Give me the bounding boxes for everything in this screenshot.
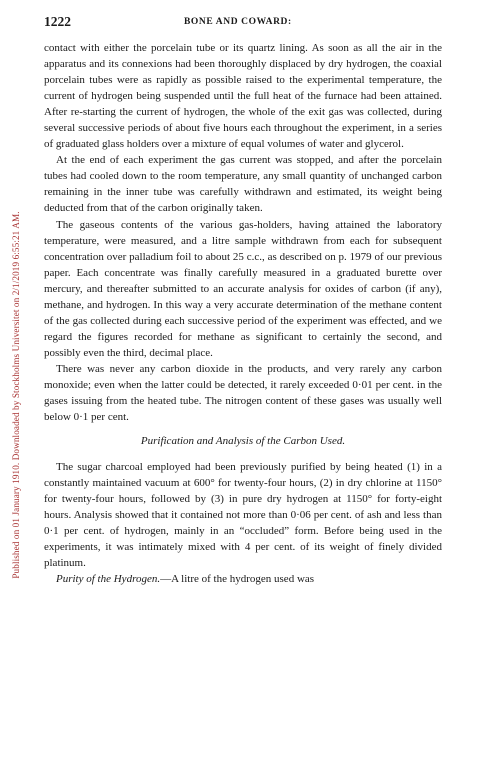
paragraph-heading: Purity of the Hydrogen.: [56, 573, 161, 586]
page-number: 1222: [44, 14, 71, 29]
paragraph-carbon-dioxide: There was never any carbon dioxide in the products, and very rarely any carbon monoxide; even when the latter could be detected, it rarely exceeded 0·01 per cent. in the gases issuing from the heated tube. The nitrogen content of these gases was usually well below 0·1 per cent.: [44, 362, 442, 424]
paragraph-gaseous-contents: The gaseous contents of the various gas-holders, having attained the laboratory temperature, were measured, and a litre sample withdrawn from each for subsequent concentration over palladium foil to about 25 c.c., as described on p. 1979 of our previous paper. Each concentrate was finally carefully measured in a graduated burette over mercury, and thereafter submitted to an accurate analysis for oxides of carbon (if any), methane, and hydrogen. In this way a very accurate determination of the methane content of the gas collected during each successive period of the experiment was effected, and we regard the figures recorded for methane as significant to certainly the second, and possibly even the third, decimal place.: [44, 218, 442, 359]
article-body: [44, 40, 442, 588]
page-header: [44, 14, 442, 30]
section-heading: Purification and Analysis of the Carbon Used.: [140, 435, 346, 448]
paragraph-continuation: contact with either the porcelain tube or its quartz lining. As soon as all the air in the apparatus and its connexions had been thoroughly displaced by dry hydrogen, the coaxial porcelain tubes were as rapidly as possible raised to the experimental temperature, the current of hydrogen being suspended until the full heat of the furnace had been attained. After re-starting the current of hydrogen, the whole of the exit gas was collected, during several successive periods of about five hours each throughout the experiment, in a series of graduated glass holders over a mixture of equal volumes of water and glycerol.: [44, 42, 442, 151]
paragraph-text: —A litre of the hydrogen used was: [160, 573, 315, 586]
paragraph-sugar-charcoal: The sugar charcoal employed had been previously purified by being heated (1) in a constantly maintained vacuum at 600° for twenty-four hours, (2) in dry chlorine at 1150° for twenty-four hours, followed by (3) in pure dry hydrogen at 1150° for forty-eight hours. Analysis showed that it contained not more than 0·06 per cent. of ash and less than 0·1 per cent. of hydrogen, mainly in an “occluded” form. Before being used in the experiments, it was intimately mixed with 4 per cent. of its weight of finely divided platinum.: [44, 461, 442, 570]
running-head: BONE AND COWARD:: [184, 17, 292, 27]
paragraph-gas-current: At the end of each experiment the gas current was stopped, and after the porcelain tubes had cooled down to the room temperature, any small quantity of unchanged carbon remaining in the inner tube was carefully withdrawn and estimated, its weight being deducted from that of the carbon originally taken.: [44, 154, 442, 215]
paragraph-hydrogen-purity: [44, 571, 442, 587]
download-watermark: Published on 01 January 1910. Downloaded by Stockholms Universitet on 2/1/2019 6:55:21 AM.: [11, 211, 21, 579]
